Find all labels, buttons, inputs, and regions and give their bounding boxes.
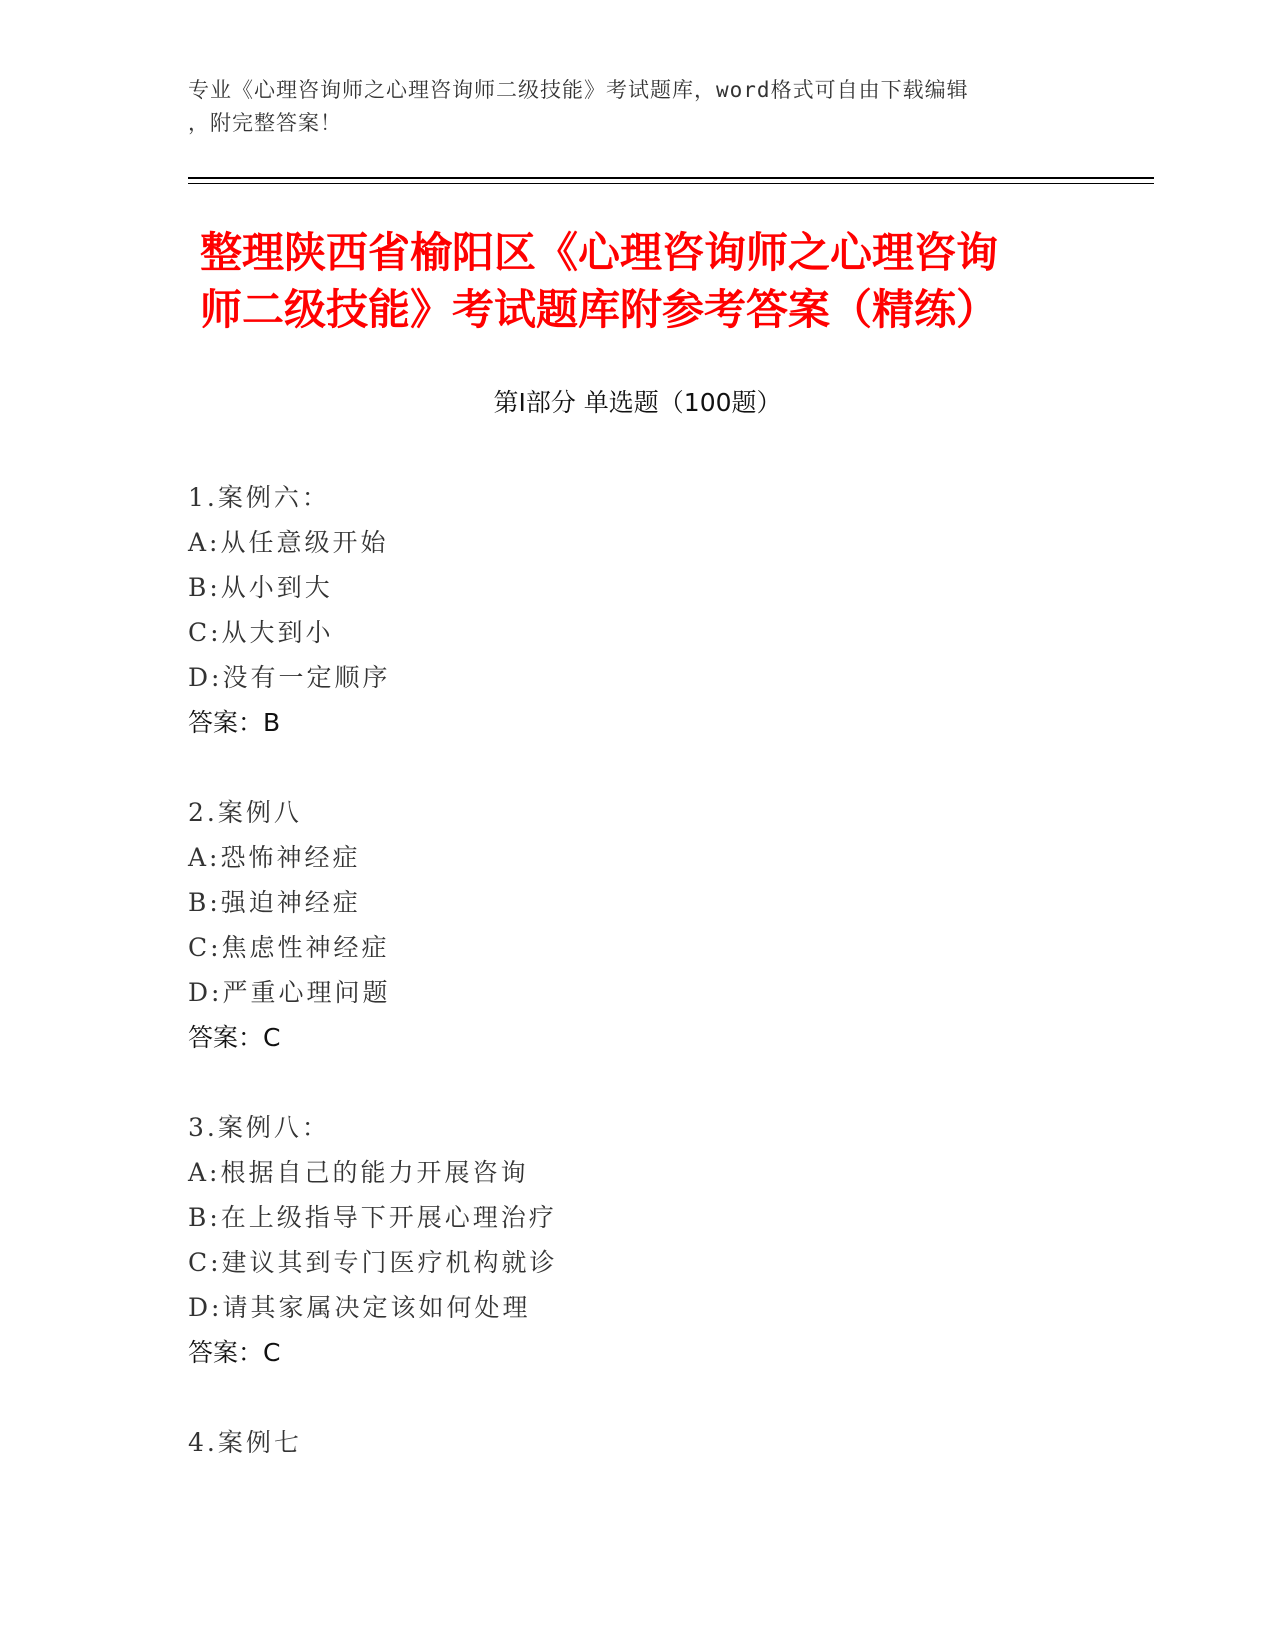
document-title — [200, 224, 1130, 338]
option-c: C:焦虑性神经症 — [188, 933, 390, 962]
question-2 — [188, 790, 1088, 1060]
question-stem: 2.案例八 — [188, 798, 302, 827]
question-stem: 4.案例七 — [188, 1428, 302, 1457]
question-stem: 3.案例八： — [188, 1113, 330, 1142]
option-c: C:建议其到专门医疗机构就诊 — [188, 1248, 558, 1277]
question-4 — [188, 1420, 1088, 1465]
question-1 — [188, 475, 1088, 745]
option-c: C:从大到小 — [188, 618, 334, 647]
option-a: A:根据自己的能力开展咨询 — [188, 1158, 529, 1187]
section-title: 第Ⅰ部分 单选题（100题） — [493, 388, 782, 417]
option-b: B:在上级指导下开展心理治疗 — [188, 1203, 557, 1232]
answer: 答案：C — [188, 1338, 281, 1367]
option-a: A:从任意级开始 — [188, 528, 389, 557]
question-list — [188, 475, 1088, 1510]
header-note-line-1: 专业《心理咨询师之心理咨询师二级技能》考试题库，word格式可自由下载编辑 — [188, 78, 969, 102]
option-d: D:严重心理问题 — [188, 978, 391, 1007]
header-note — [188, 74, 1088, 140]
question-stem: 1.案例六： — [188, 483, 330, 512]
document-title-line-1: 整理陕西省榆阳区《心理咨询师之心理咨询 — [200, 228, 999, 277]
answer: 答案：C — [188, 1023, 281, 1052]
answer: 答案：B — [188, 708, 281, 737]
header-note-line-2: ，附完整答案！ — [188, 111, 342, 135]
question-3 — [188, 1105, 1088, 1375]
header-divider-thick — [188, 177, 1154, 179]
option-b: B:强迫神经症 — [188, 888, 361, 917]
document-title-line-2: 师二级技能》考试题库附参考答案（精练） — [200, 285, 999, 334]
option-a: A:恐怖神经症 — [188, 843, 361, 872]
header-divider-thin — [188, 183, 1154, 184]
option-d: D:没有一定顺序 — [188, 663, 391, 692]
option-b: B:从小到大 — [188, 573, 333, 602]
option-d: D:请其家属决定该如何处理 — [188, 1293, 531, 1322]
